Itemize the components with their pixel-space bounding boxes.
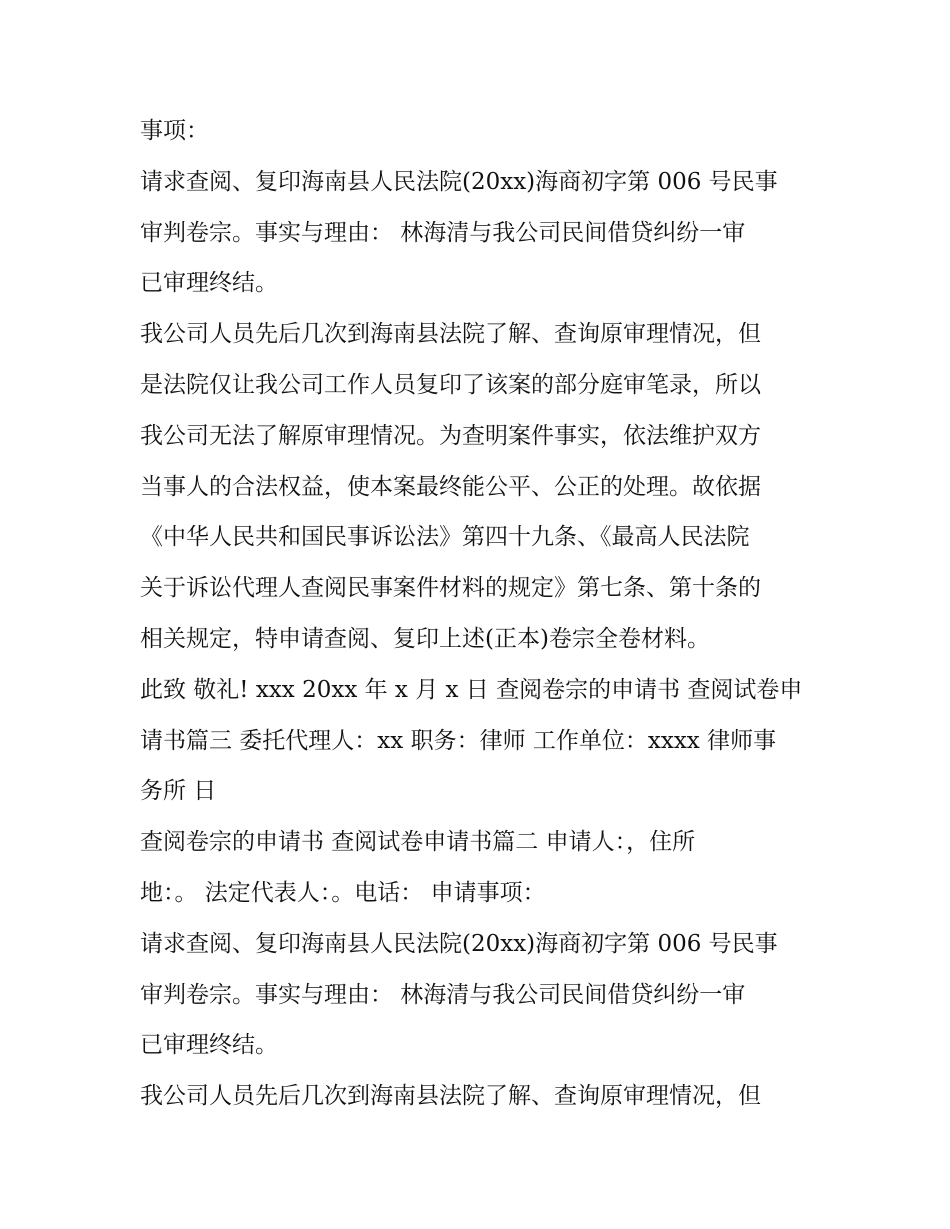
- text-line: 请求查阅、复印海南县人民法院(20xx)海商初字第 006 号民事: [140, 168, 778, 195]
- text-line: 此致 敬礼! xxx 20xx 年 x 月 x 日 查阅卷宗的申请书 查阅试卷申: [140, 676, 803, 703]
- text-line: 我公司人员先后几次到海南县法院了解、查询原审理情况，但: [140, 321, 761, 348]
- text-line: 关于诉讼代理人查阅民事案件材料的规定》第七条、第十条的: [140, 575, 761, 602]
- text-line: 已审理终结。: [140, 1032, 278, 1059]
- text-line: 地：。 法定代表人：。电话： 申请事项：: [140, 879, 546, 906]
- text-line: 事项：: [140, 118, 209, 144]
- document-body: [140, 106, 820, 1122]
- text-line: 请书篇三 委托代理人：xx 职务：律师 工作单位：xxxx 律师事: [140, 727, 777, 754]
- text-line: 当事人的合法权益，使本案最终能公平、公正的处理。故依据: [140, 473, 761, 500]
- text-line: 务所 日: [140, 778, 217, 805]
- text-line: 《中华人民共和国民事诉讼法》第四十九条、《最高人民法院: [140, 524, 750, 551]
- text-line: 我公司人员先后几次到海南县法院了解、查询原审理情况，但: [140, 1083, 761, 1110]
- text-line: 已审理终结。: [140, 270, 278, 297]
- text-line: 我公司无法了解原审理情况。为查明案件事实，依法维护双方: [140, 422, 761, 449]
- text-line: 审判卷宗。事实与理由： 林海清与我公司民间借贷纠纷一审: [140, 981, 746, 1008]
- text-line: 查阅卷宗的申请书 查阅试卷申请书篇二 申请人：，住所: [140, 829, 696, 856]
- text-line: 审判卷宗。事实与理由： 林海清与我公司民间借贷纠纷一审: [140, 219, 746, 246]
- text-line: 是法院仅让我公司工作人员复印了该案的部分庭审笔录，所以: [140, 371, 761, 398]
- text-line: 相关规定，特申请查阅、复印上述(正本)卷宗全卷材料。: [140, 625, 710, 652]
- text-line: 请求查阅、复印海南县人民法院(20xx)海商初字第 006 号民事: [140, 930, 778, 957]
